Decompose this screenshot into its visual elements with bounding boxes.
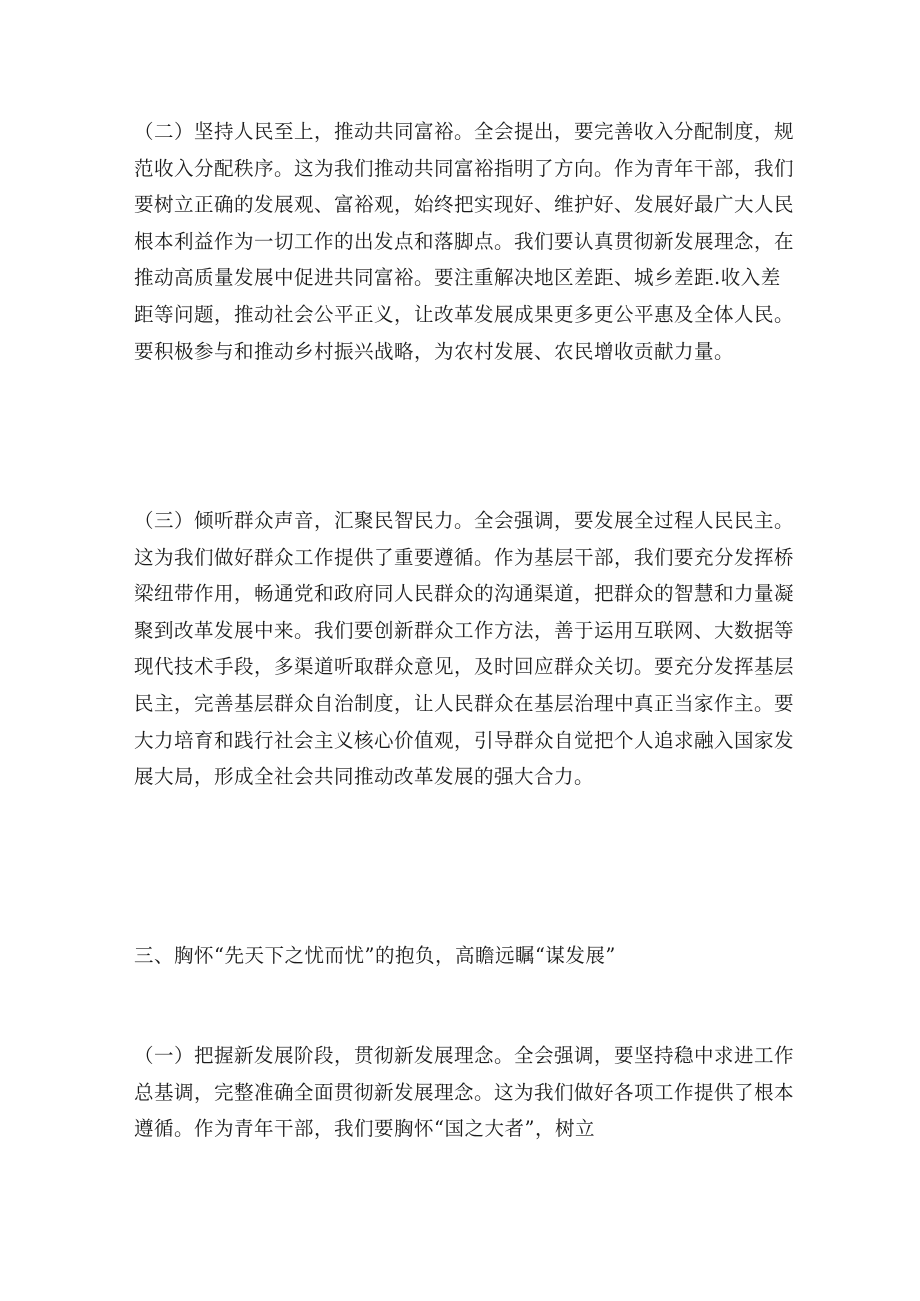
text-line: 推动高质量发展中促进共同富裕。要注重解决地区差距、城乡差距.收入差 <box>134 266 781 290</box>
text-line: 遵循。作为青年干部，我们要胸怀“国之大者”，树立 <box>134 1117 595 1141</box>
paragraph-new-development-stage <box>134 1038 795 1148</box>
text-line: 民主，完善基层群众自治制度，让人民群众在基层治理中真正当家作主。要 <box>134 691 795 715</box>
text-line: 聚到改革发展中来。我们要创新群众工作方法，善于运用互联网、大数据等 <box>134 618 795 642</box>
text-line: 这为我们做好群众工作提供了重要遵循。作为基层干部，我们要充分发挥桥 <box>134 545 795 569</box>
text-line: 总基调，完整准确全面贯彻新发展理念。这为我们做好各项工作提供了根本 <box>134 1080 795 1104</box>
text-line: 展大局，形成全社会共同推动改革发展的强大合力。 <box>134 765 595 789</box>
text-line: 现代技术手段，多渠道听取群众意见，及时回应群众关切。要充分发挥基层 <box>134 655 795 679</box>
text-line: 距等问题，推动社会公平正义，让改革发展成果更多更公平惠及全体人民。 <box>134 302 795 326</box>
text-line: （二）坚持人民至上，推动共同富裕。全会提出，要完善收入分配制度，规 <box>134 120 795 143</box>
text-line: 范收入分配秩序。这为我们推动共同富裕指明了方向。作为青年干部，我们 <box>134 156 795 180</box>
section-heading: 三、胸怀“先天下之忧而忧”的抱负，高瞻远瞩“谋发展” <box>134 944 616 967</box>
paragraph-listen-to-masses <box>134 503 795 796</box>
paragraph-common-prosperity <box>134 114 795 370</box>
text-line: 根本利益作为一切工作的出发点和落脚点。我们要认真贯彻新发展理念，在 <box>134 229 795 253</box>
text-line: （三）倾听群众声音，汇聚民智民力。全会强调，要发展全过程人民民主。 <box>134 509 795 532</box>
text-line: （一）把握新发展阶段，贯彻新发展理念。全会强调，要坚持稳中求进工作 <box>134 1044 795 1067</box>
text-line: 要积极参与和推动乡村振兴战略，为农村发展、农民增收贡献力量。 <box>134 339 735 363</box>
text-line: 大力培育和践行社会主义核心价值观，引导群众自觉把个人追求融入国家发 <box>134 728 795 752</box>
text-line: 梁纽带作用，畅通党和政府同人民群众的沟通渠道，把群众的智慧和力量凝 <box>134 582 795 606</box>
text-line: 要树立正确的发展观、富裕观，始终把实现好、维护好、发展好最广大人民 <box>134 193 795 217</box>
